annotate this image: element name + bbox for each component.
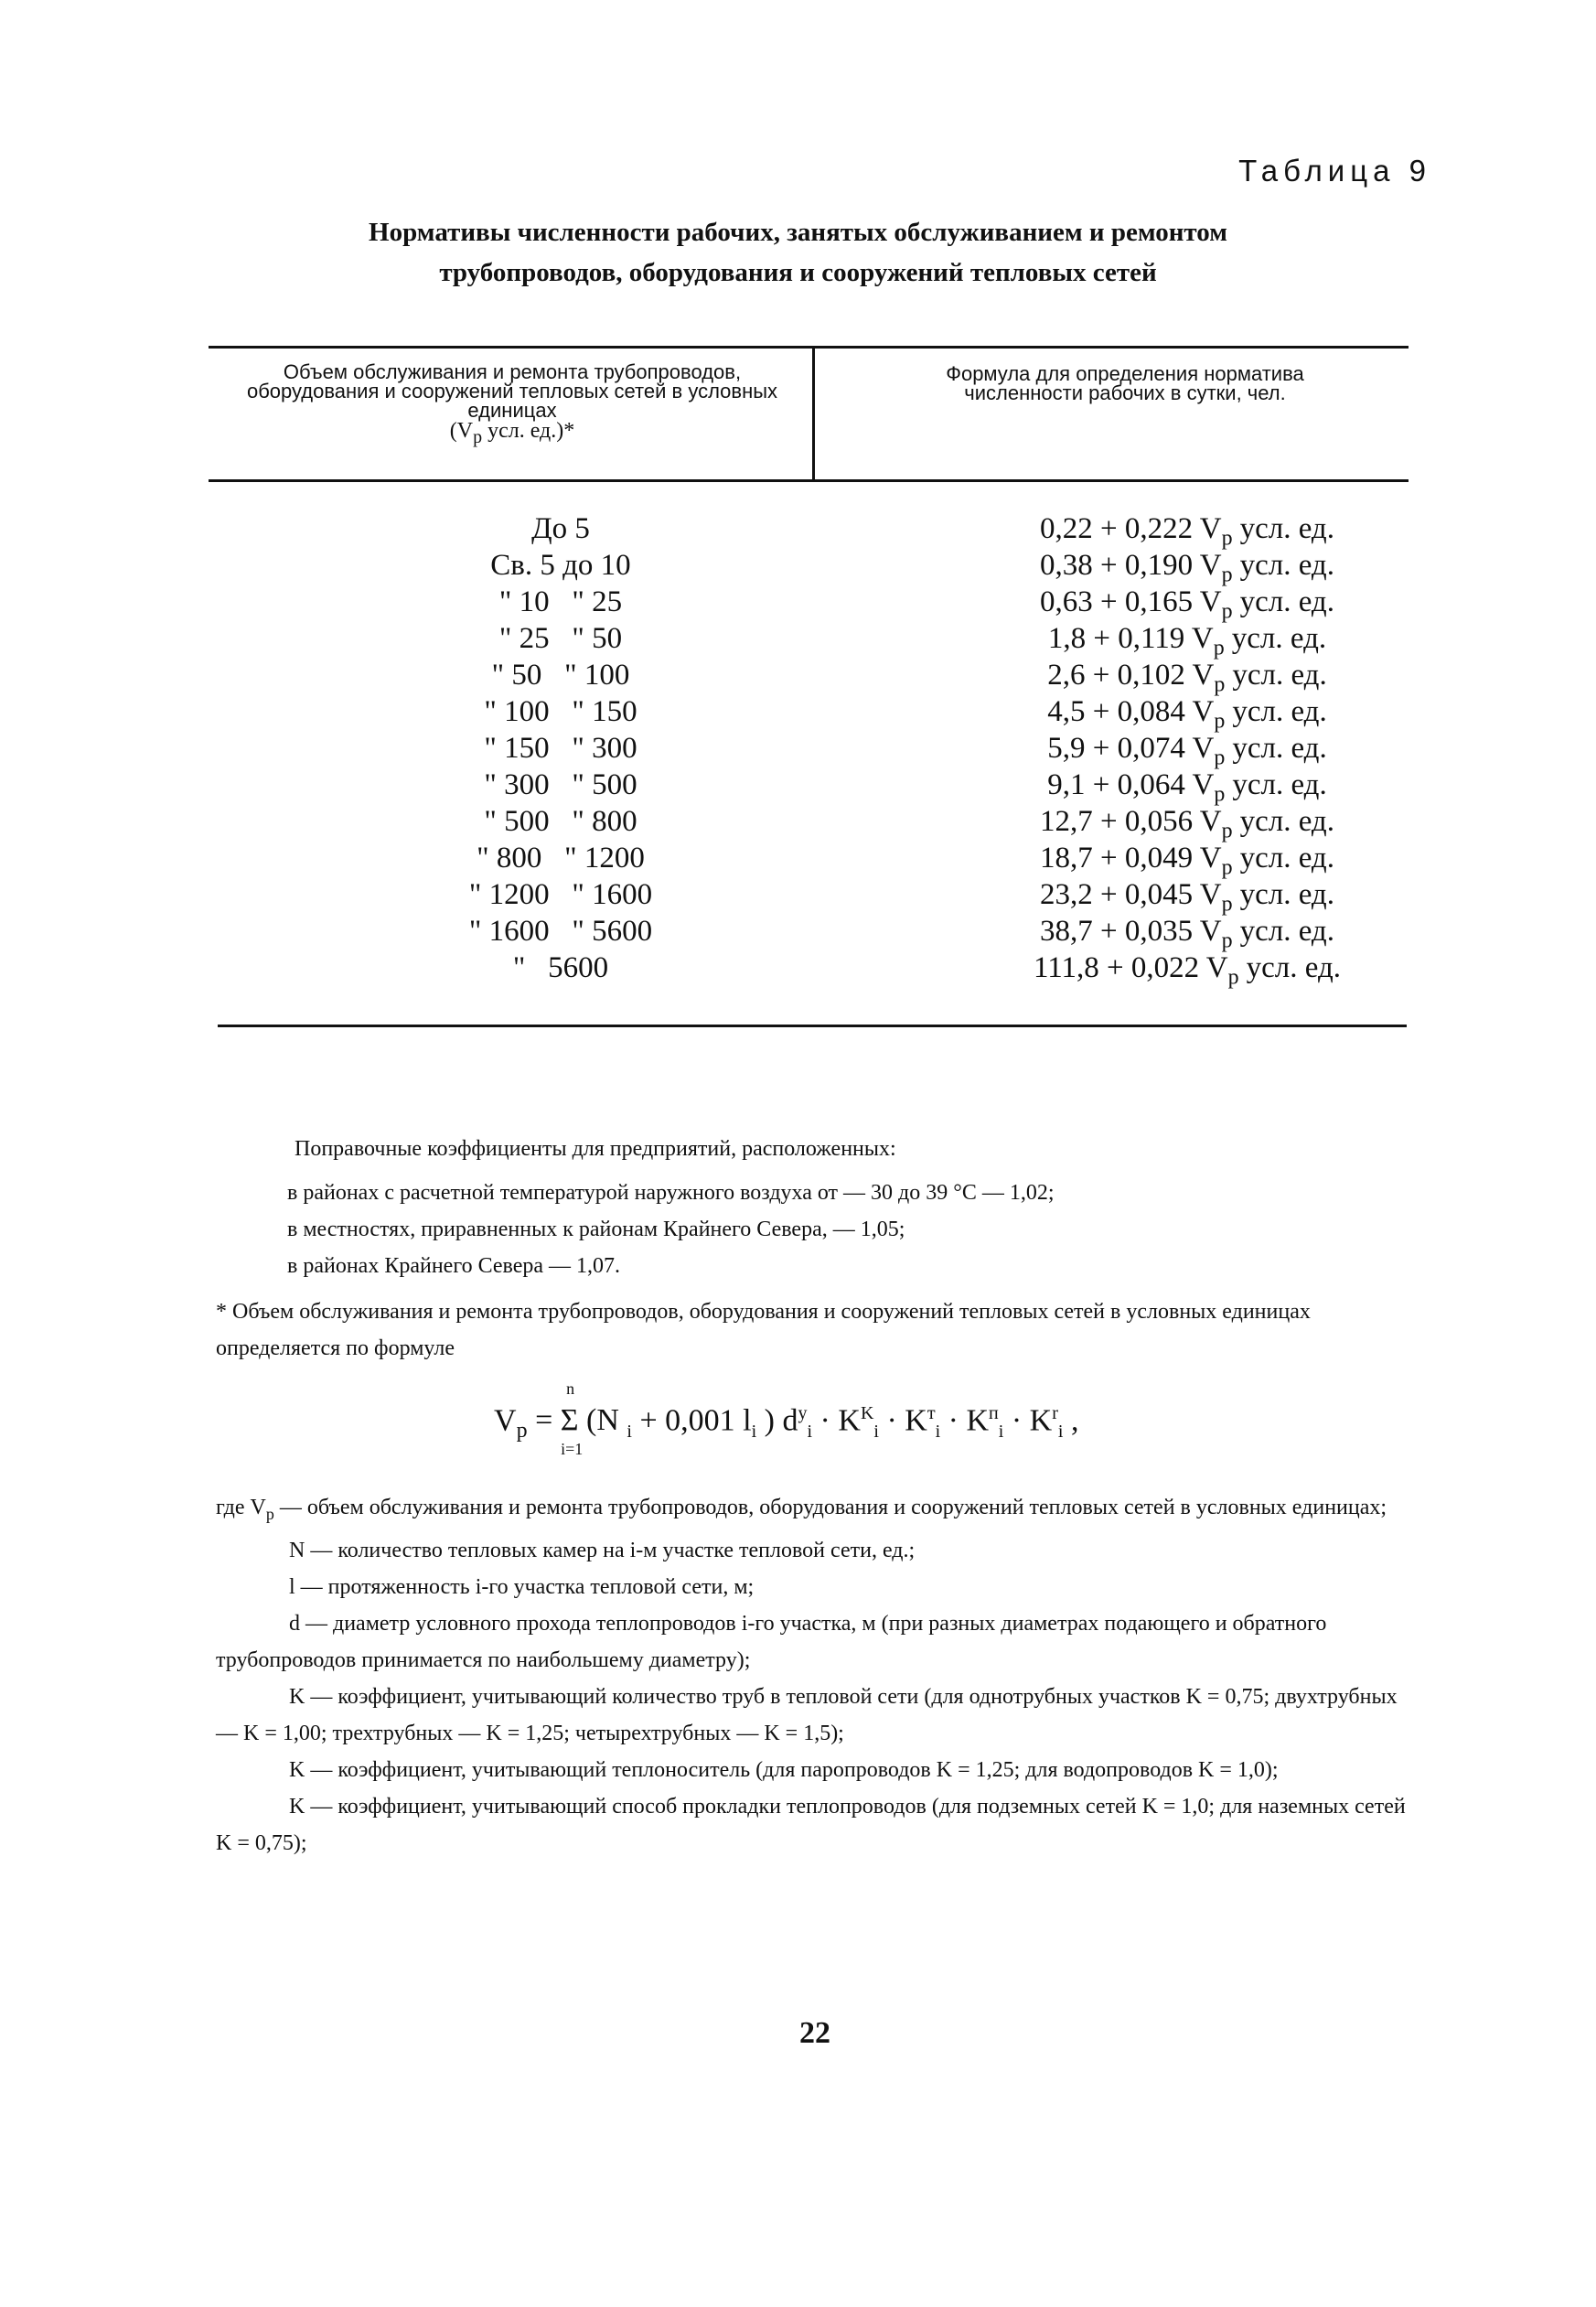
formula-body: = Σ (N: [535, 1403, 619, 1438]
formula-kk-sup: K: [860, 1403, 874, 1423]
table-row: [209, 876, 1409, 917]
table-row: [209, 767, 1409, 807]
row-formula-text: 1,8 + 0,119 V: [1047, 622, 1214, 655]
table-header-rule: [209, 479, 1409, 482]
row-formula-text: 4,5 + 0,084 V: [1047, 695, 1215, 728]
row-range: " 1600 " 5600: [468, 915, 653, 948]
def-vp: [216, 1489, 1423, 1532]
row-formula-sub: р: [1214, 672, 1226, 697]
formula-dy-sup: y: [798, 1403, 808, 1423]
def-kn: K — коэффициент, учитывающий способ прокладки теплопроводов (для подземных сетей K = 1,0; для наземных сетей K = 0,75);: [216, 1794, 1406, 1855]
formula-end: ,: [1070, 1403, 1079, 1438]
formula-v-sub: р: [516, 1419, 528, 1443]
row-formula-sub: р: [1221, 819, 1233, 843]
row-range: Св. 5 до 10: [490, 549, 631, 582]
table-column-divider: [812, 346, 815, 481]
row-formula-unit: усл. ед.: [1239, 805, 1334, 838]
formula-kt-sup: т: [927, 1403, 936, 1423]
row-range: " 500 " 800: [484, 805, 637, 838]
row-formula-sub: р: [1213, 636, 1225, 660]
table-row: [209, 547, 1409, 587]
row-formula-sub: р: [1221, 563, 1233, 587]
formula-li-sub: i: [751, 1422, 757, 1443]
row-formula-text: 2,6 + 0,102 V: [1047, 659, 1215, 692]
row-formula-unit: усл. ед.: [1239, 585, 1334, 618]
row-formula-unit: усл. ед.: [1239, 549, 1334, 582]
notes-intro: Поправочные коэффициенты для предприятий, расположенных:: [295, 1137, 896, 1161]
formula-tail: ) d: [764, 1403, 798, 1438]
row-range: " 800 " 1200: [477, 842, 645, 875]
row-range: " 10 " 25: [498, 585, 623, 618]
formula-v: V: [494, 1403, 517, 1438]
vp-formula: [494, 1379, 1134, 1459]
formula-kr-sup: r: [1052, 1403, 1058, 1423]
row-formula-text: 38,7 + 0,035 V: [1040, 915, 1222, 948]
row-formula-unit: усл. ед.: [1239, 842, 1334, 875]
col1-header-var-tail: усл. ед.)*: [487, 419, 575, 443]
row-range: " 5600: [512, 951, 609, 984]
def-vp-text: — объем обслуживания и ремонта трубопроводов, оборудования и сооружений тепловых сетей в условных единицах;: [279, 1496, 1387, 1519]
row-formula-sub: р: [1221, 928, 1233, 953]
table-rows: [209, 510, 1409, 990]
row-formula-unit: усл. ед.: [1232, 732, 1327, 765]
note-item: в районах с расчетной температурой наружного воздуха от — 30 до 39 °С — 1,02;: [287, 1181, 1055, 1205]
row-formula-unit: усл. ед.: [1239, 512, 1334, 545]
formula-kn-sub: i: [998, 1422, 1004, 1443]
definitions: [216, 1489, 1423, 1862]
row-formula-text: 0,38 + 0,190 V: [1040, 549, 1222, 582]
col1-header-var-v: (V: [449, 419, 474, 443]
row-formula-text: 5,9 + 0,074 V: [1047, 732, 1215, 765]
formula-kt-sub: i: [935, 1422, 941, 1443]
row-formula-text: 9,1 + 0,064 V: [1047, 768, 1215, 801]
def-vp-sub: р: [265, 1504, 274, 1523]
row-range: " 1200 " 1600: [468, 878, 653, 911]
row-formula-text: 12,7 + 0,056 V: [1040, 805, 1222, 838]
formula-sum-symbol: [535, 1379, 627, 1459]
row-formula-unit: усл. ед.: [1232, 659, 1327, 692]
formula-kn-sup: п: [989, 1403, 999, 1423]
table-row: [209, 913, 1409, 953]
table-row: [209, 693, 1409, 734]
def-ni: N — количество тепловых камер на i-м участке тепловой сети, ед.;: [289, 1538, 916, 1562]
table-row: [209, 620, 1409, 660]
table-label: Таблица 9: [1238, 154, 1431, 188]
formula-kr-sub: i: [1057, 1422, 1064, 1443]
row-formula-text: 111,8 + 0,022 V: [1033, 951, 1228, 984]
formula-kn: · K: [948, 1403, 990, 1438]
table-top-rule: [209, 346, 1409, 349]
row-formula-unit: усл. ед.: [1246, 951, 1342, 984]
row-formula-sub: р: [1227, 965, 1239, 990]
row-formula: [904, 950, 1471, 996]
formula-ni-sub: i: [627, 1422, 632, 1443]
table-row: [209, 950, 1409, 990]
row-formula-text: 23,2 + 0,045 V: [1040, 878, 1222, 911]
row-formula-unit: усл. ед.: [1232, 768, 1327, 801]
def-where: где V: [216, 1496, 266, 1519]
table-row: [209, 803, 1409, 843]
formula-rest: + 0,001 l: [639, 1403, 752, 1438]
row-formula-sub: р: [1221, 855, 1233, 880]
note-item: в районах Крайнего Севера — 1,07.: [287, 1254, 621, 1278]
row-formula-sub: р: [1221, 599, 1233, 624]
col1-header: [220, 362, 805, 447]
row-range: До 5: [531, 512, 590, 545]
def-kk: K — коэффициент, учитывающий количество труб в тепловой сети (для однотрубных участков K = 0,75; двухтрубных — K = 1,00; трехтрубных — K = 1,25; четырехтрубных — K = 1,5);: [216, 1684, 1398, 1745]
col1-header-var: [220, 419, 805, 447]
row-range: " 100 " 150: [484, 695, 637, 728]
table-title-text: Нормативы численности рабочих, занятых обслуживанием и ремонтом трубопроводов, оборудования и сооружений тепловых сетей: [369, 218, 1227, 287]
row-range: " 150 " 300: [484, 732, 637, 765]
row-formula-sub: р: [1214, 746, 1226, 770]
table-row: [209, 584, 1409, 624]
row-formula-unit: усл. ед.: [1239, 915, 1334, 948]
page-number: 22: [799, 2016, 830, 2050]
table-body: [209, 510, 1409, 990]
formula-kt: · K: [886, 1403, 927, 1438]
table-title: [0, 212, 1596, 293]
row-formula-text: 0,63 + 0,165 V: [1040, 585, 1222, 618]
table-row: [209, 840, 1409, 880]
def-li: l — протяженность i-го участка тепловой сети, м;: [289, 1574, 755, 1599]
row-formula-sub: р: [1221, 892, 1233, 917]
note-item: в местностях, приравненных к районам Крайнего Севера, — 1,05;: [287, 1218, 905, 1241]
row-formula-text: 18,7 + 0,049 V: [1040, 842, 1222, 875]
table-bottom-rule: [218, 1025, 1407, 1027]
table-row: [209, 730, 1409, 770]
notes-list: [287, 1175, 1055, 1284]
table-row: [209, 657, 1409, 697]
col1-header-var-sub: р: [473, 426, 483, 447]
formula-kr: · K: [1011, 1403, 1053, 1438]
col2-header: [915, 364, 1335, 402]
row-formula-unit: усл. ед.: [1231, 622, 1327, 655]
col2-header-text: Формула для определения норматива численности рабочих в сутки, чел.: [946, 362, 1304, 404]
formula-kk: · K: [819, 1403, 861, 1438]
row-formula-sub: р: [1221, 526, 1233, 551]
row-formula-sub: р: [1214, 709, 1226, 734]
def-di: d — диаметр условного прохода теплопроводов i-го участка, м (при разных диаметрах подающего и обратного трубопроводов принимается по наибольшему диаметру);: [216, 1611, 1327, 1672]
row-range: " 25 " 50: [498, 622, 623, 655]
footnote: * Объем обслуживания и ремонта трубопроводов, оборудования и сооружений тепловых сетей в условных единицах определяется по формуле: [216, 1300, 1311, 1360]
def-kt: K — коэффициент, учитывающий теплоноситель (для паропроводов K = 1,25; для водопроводов K = 1,0);: [289, 1757, 1279, 1782]
formula-di-sub: i: [807, 1422, 813, 1443]
formula-kk-sub: i: [873, 1422, 879, 1443]
row-formula-unit: усл. ед.: [1232, 695, 1327, 728]
row-range: " 50 " 100: [491, 659, 630, 692]
formula-sum-bottom: i=1: [561, 1440, 584, 1459]
col1-header-text: Объем обслуживания и ремонта трубопроводов, оборудования и сооружений тепловых сетей в условных единицах: [246, 360, 778, 422]
table-row: [209, 510, 1409, 551]
formula-sum-top: n: [566, 1379, 575, 1399]
row-formula-sub: р: [1214, 782, 1226, 807]
row-range: " 300 " 500: [484, 768, 637, 801]
row-formula-unit: усл. ед.: [1239, 878, 1334, 911]
row-formula-text: 0,22 + 0,222 V: [1040, 512, 1222, 545]
